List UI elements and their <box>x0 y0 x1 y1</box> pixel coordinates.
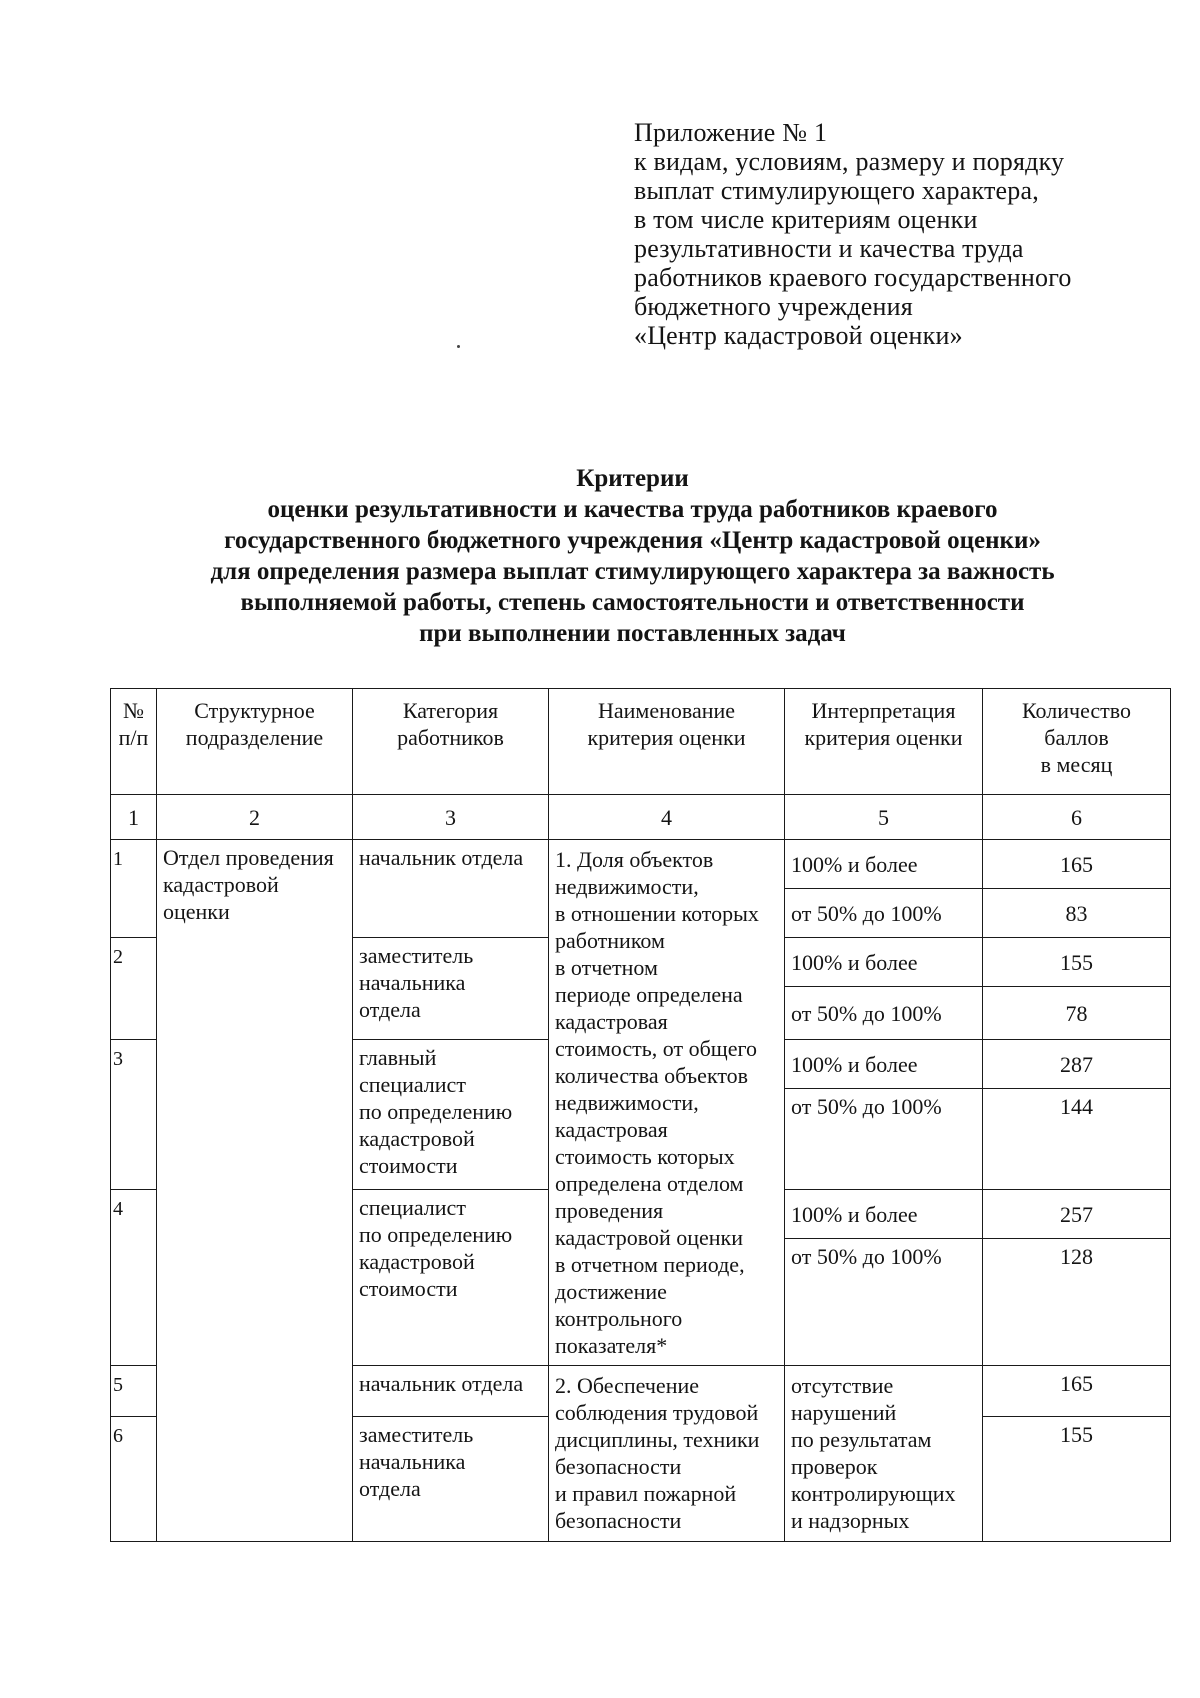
points-cell: 287 <box>983 1040 1171 1089</box>
annex-line: выплат стимулирующего характера, <box>634 176 1039 205</box>
category-cell: заместитель начальника отдела <box>353 1417 549 1542</box>
row-number: 1 <box>111 840 157 938</box>
title-line: оценки результативности и качества труда работников краевого <box>267 496 998 523</box>
title-line: для определения размера выплат стимулирующего характера за важность <box>210 558 1055 585</box>
category-cell: начальник отдела <box>353 1366 549 1417</box>
header-number: № п/п <box>111 689 157 795</box>
annex-line: «Центр кадастровой оценки» <box>634 321 963 350</box>
points-cell: 83 <box>983 889 1171 938</box>
interpretation-cell: 100% и более <box>785 1190 983 1239</box>
row-number: 2 <box>111 938 157 1040</box>
title-line: Критерии <box>576 465 689 492</box>
interpretation-cell: 100% и более <box>785 1040 983 1089</box>
criterion-2-cell: 2. Обеспечение соблюдения трудовой дисциплины, техники безопасности и правил пожарной безопасности <box>549 1366 785 1542</box>
interpretation-2-cell: отсутствие нарушений по результатам проверок контролирующих и надзорных <box>785 1366 983 1542</box>
points-cell: 165 <box>983 840 1171 889</box>
category-cell: начальник отдела <box>353 840 549 938</box>
points-cell: 257 <box>983 1190 1171 1239</box>
category-cell: главный специалист по определению кадастровой стоимости <box>353 1040 549 1190</box>
column-number: 5 <box>785 795 983 840</box>
interpretation-cell: от 50% до 100% <box>785 1089 983 1190</box>
column-number: 4 <box>549 795 785 840</box>
annex-line: работников краевого государственного <box>634 263 1072 292</box>
column-number: 1 <box>111 795 157 840</box>
interpretation-cell: от 50% до 100% <box>785 889 983 938</box>
annex-line: результативности и качества труда <box>634 234 1024 263</box>
criteria-table <box>110 688 1171 1542</box>
column-number: 2 <box>157 795 353 840</box>
interpretation-cell: от 50% до 100% <box>785 1239 983 1366</box>
annex-line: бюджетного учреждения <box>634 292 913 321</box>
criterion-1-cell: 1. Доля объектов недвижимости, в отношении которых работником в отчетном периоде определена кадастровая стоимость, от общего количества объектов недвижимости, кадастровая стоимость которых определена отделом проведения кадастровой оценки в отчетном периоде, достижение контрольного показателя* <box>549 840 785 1366</box>
points-cell: 165 <box>983 1366 1171 1417</box>
points-cell: 144 <box>983 1089 1171 1190</box>
annex-block <box>634 118 1072 350</box>
row-number: 5 <box>111 1366 157 1417</box>
title-line: выполняемой работы, степень самостоятельности и ответственности <box>240 589 1025 616</box>
category-cell: специалист по определению кадастровой стоимости <box>353 1190 549 1366</box>
document-title <box>0 463 1200 649</box>
header-category: Категория работников <box>353 689 549 795</box>
header-criterion: Наименование критерия оценки <box>549 689 785 795</box>
title-line: при выполнении поставленных задач <box>419 620 846 647</box>
annex-line: к видам, условиям, размеру и порядку <box>634 147 1065 176</box>
points-cell: 78 <box>983 987 1171 1040</box>
interpretation-cell: 100% и более <box>785 938 983 987</box>
points-cell: 128 <box>983 1239 1171 1366</box>
department-cell: Отдел проведения кадастровой оценки <box>157 840 353 1542</box>
header-department: Структурное подразделение <box>157 689 353 795</box>
annex-line: Приложение № 1 <box>634 118 828 147</box>
table-row <box>111 840 1171 889</box>
column-number: 3 <box>353 795 549 840</box>
row-number: 4 <box>111 1190 157 1366</box>
column-number-row <box>111 795 1171 840</box>
title-line: государственного бюджетного учреждения «Центр кадастровой оценки» <box>224 527 1041 554</box>
header-points: Количество баллов в месяц <box>983 689 1171 795</box>
table-header-row <box>111 689 1171 795</box>
category-cell: заместитель начальника отдела <box>353 938 549 1040</box>
points-cell: 155 <box>983 1417 1171 1542</box>
column-number: 6 <box>983 795 1171 840</box>
row-number: 3 <box>111 1040 157 1190</box>
interpretation-cell: 100% и более <box>785 840 983 889</box>
header-interpretation: Интерпретация критерия оценки <box>785 689 983 795</box>
annex-line: в том числе критериям оценки <box>634 205 978 234</box>
row-number: 6 <box>111 1417 157 1542</box>
points-cell: 155 <box>983 938 1171 987</box>
scan-speck <box>457 345 460 348</box>
interpretation-cell: от 50% до 100% <box>785 987 983 1040</box>
